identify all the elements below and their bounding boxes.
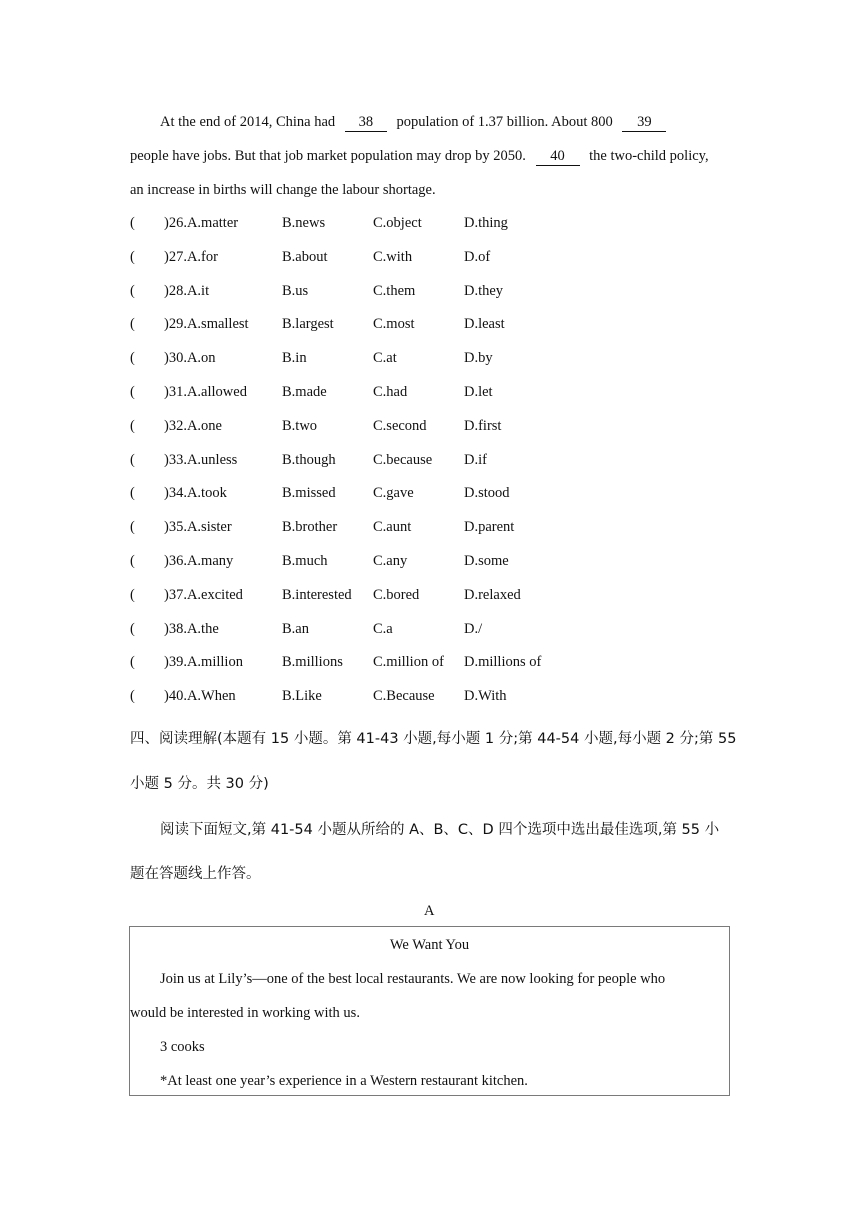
- option-d: D.of: [464, 248, 491, 265]
- option-c: C.because: [373, 451, 433, 468]
- option-a: )33.A.unless: [164, 451, 238, 468]
- option-c: C.second: [373, 417, 427, 434]
- answer-paren: (: [130, 350, 135, 367]
- option-c: C.most: [373, 316, 415, 333]
- section-heading-line-2: 小题 5 分。共 30 分): [130, 776, 269, 792]
- ad-line-4: *At least one year’s experience in a Western restaurant kitchen.: [160, 1073, 528, 1089]
- answer-paren: (: [130, 451, 135, 468]
- option-d: D.they: [464, 282, 504, 299]
- option-d: D.least: [464, 316, 505, 333]
- blank-39: 39: [622, 115, 666, 132]
- ad-line-2: would be interested in working with us.: [130, 1005, 360, 1021]
- answer-paren: (: [130, 485, 135, 502]
- option-a: )40.A.When: [164, 688, 236, 705]
- option-c: C.with: [373, 248, 413, 265]
- option-a: )29.A.smallest: [164, 316, 249, 333]
- ad-line-1: Join us at Lily’s—one of the best local restaurants. We are now looking for people who: [160, 971, 666, 987]
- option-d: D.With: [464, 688, 507, 705]
- option-a: )39.A.million: [164, 654, 243, 671]
- passage-line-2: [130, 148, 709, 166]
- option-a: )26.A.matter: [164, 215, 239, 231]
- passage-text: people have jobs. But that job market population may drop by 2050.: [130, 148, 526, 164]
- ad-title: We Want You: [389, 937, 470, 953]
- option-b: B.an: [282, 620, 309, 637]
- option-c: C.them: [373, 282, 416, 299]
- instruction-line-2: 题在答题线上作答。: [130, 866, 261, 882]
- option-c: C.object: [373, 215, 422, 231]
- option-c: C.had: [373, 384, 408, 400]
- option-d: D.some: [464, 553, 509, 569]
- option-b: B.in: [282, 350, 307, 367]
- blank-40: 40: [536, 149, 580, 166]
- option-c: C.bored: [373, 586, 420, 603]
- option-b: B.Like: [282, 688, 322, 705]
- blank-38: 38: [345, 115, 387, 132]
- ad-line-3: 3 cooks: [160, 1039, 205, 1055]
- passage-text: At the end of 2014, China had: [160, 114, 336, 130]
- option-b: B.two: [282, 417, 318, 434]
- option-d: D.if: [464, 451, 487, 468]
- passage-text: the two-child policy,: [589, 148, 709, 164]
- option-b: B.millions: [282, 654, 343, 671]
- option-c: C.any: [373, 553, 408, 569]
- option-b: B.brother: [282, 519, 338, 536]
- option-a: )30.A.on: [164, 350, 216, 367]
- answer-paren: (: [130, 586, 135, 603]
- option-c: C.million of: [373, 654, 444, 671]
- instruction-line-1: 阅读下面短文,第 41-54 小题从所给的 A、B、C、D 四个选项中选出最佳选项,第 55 小: [160, 822, 720, 838]
- option-d: D.by: [464, 350, 493, 367]
- option-a: )27.A.for: [164, 248, 218, 265]
- answer-paren: (: [130, 688, 135, 705]
- option-d: D.first: [464, 417, 502, 434]
- option-b: B.news: [282, 215, 326, 231]
- option-a: )37.A.excited: [164, 586, 243, 603]
- answer-paren: (: [130, 248, 135, 265]
- option-b: B.largest: [282, 316, 334, 333]
- section-heading-line-1: 四、阅读理解(本题有 15 小题。第 41-43 小题,每小题 1 分;第 44-54 小题,每小题 2 分;第 55: [130, 731, 737, 747]
- answer-paren: (: [130, 316, 135, 333]
- option-b: B.missed: [282, 485, 336, 502]
- passage-line-1: [160, 114, 666, 132]
- option-c: C.at: [373, 350, 397, 367]
- option-b: B.about: [282, 248, 328, 265]
- passage-line-3: an increase in births will change the labour shortage.: [130, 182, 436, 198]
- option-d: D.let: [464, 384, 493, 400]
- option-a: )38.A.the: [164, 620, 219, 637]
- passage-text: population of 1.37 billion. About 800: [396, 114, 613, 130]
- option-a: )31.A.allowed: [164, 384, 247, 400]
- part-label: A: [424, 903, 435, 919]
- option-d: D.parent: [464, 519, 515, 536]
- answer-paren: (: [130, 282, 135, 299]
- option-b: B.though: [282, 451, 336, 468]
- ad-box: [129, 926, 730, 1096]
- option-d: D.stood: [464, 485, 510, 502]
- option-a: )28.A.it: [164, 282, 210, 299]
- option-a: )36.A.many: [164, 553, 234, 569]
- option-b: B.us: [282, 282, 309, 299]
- answer-paren: (: [130, 417, 135, 434]
- answer-paren: (: [130, 654, 135, 671]
- answer-paren: (: [130, 519, 135, 536]
- answer-paren: (: [130, 215, 135, 231]
- answer-paren: (: [130, 384, 135, 400]
- option-c: C.a: [373, 620, 393, 637]
- option-d: D.millions of: [464, 654, 542, 671]
- answer-paren: (: [130, 553, 135, 569]
- option-a: )35.A.sister: [164, 519, 232, 536]
- option-d: D./: [464, 620, 483, 637]
- option-b: B.interested: [282, 586, 352, 603]
- option-d: D.thing: [464, 215, 508, 231]
- option-b: B.much: [282, 553, 328, 569]
- option-a: )34.A.took: [164, 485, 227, 502]
- option-d: D.relaxed: [464, 586, 521, 603]
- option-c: C.gave: [373, 485, 414, 502]
- option-a: )32.A.one: [164, 417, 222, 434]
- option-c: C.Because: [373, 688, 435, 705]
- option-c: C.aunt: [373, 519, 412, 536]
- answer-paren: (: [130, 620, 135, 637]
- option-b: B.made: [282, 384, 327, 400]
